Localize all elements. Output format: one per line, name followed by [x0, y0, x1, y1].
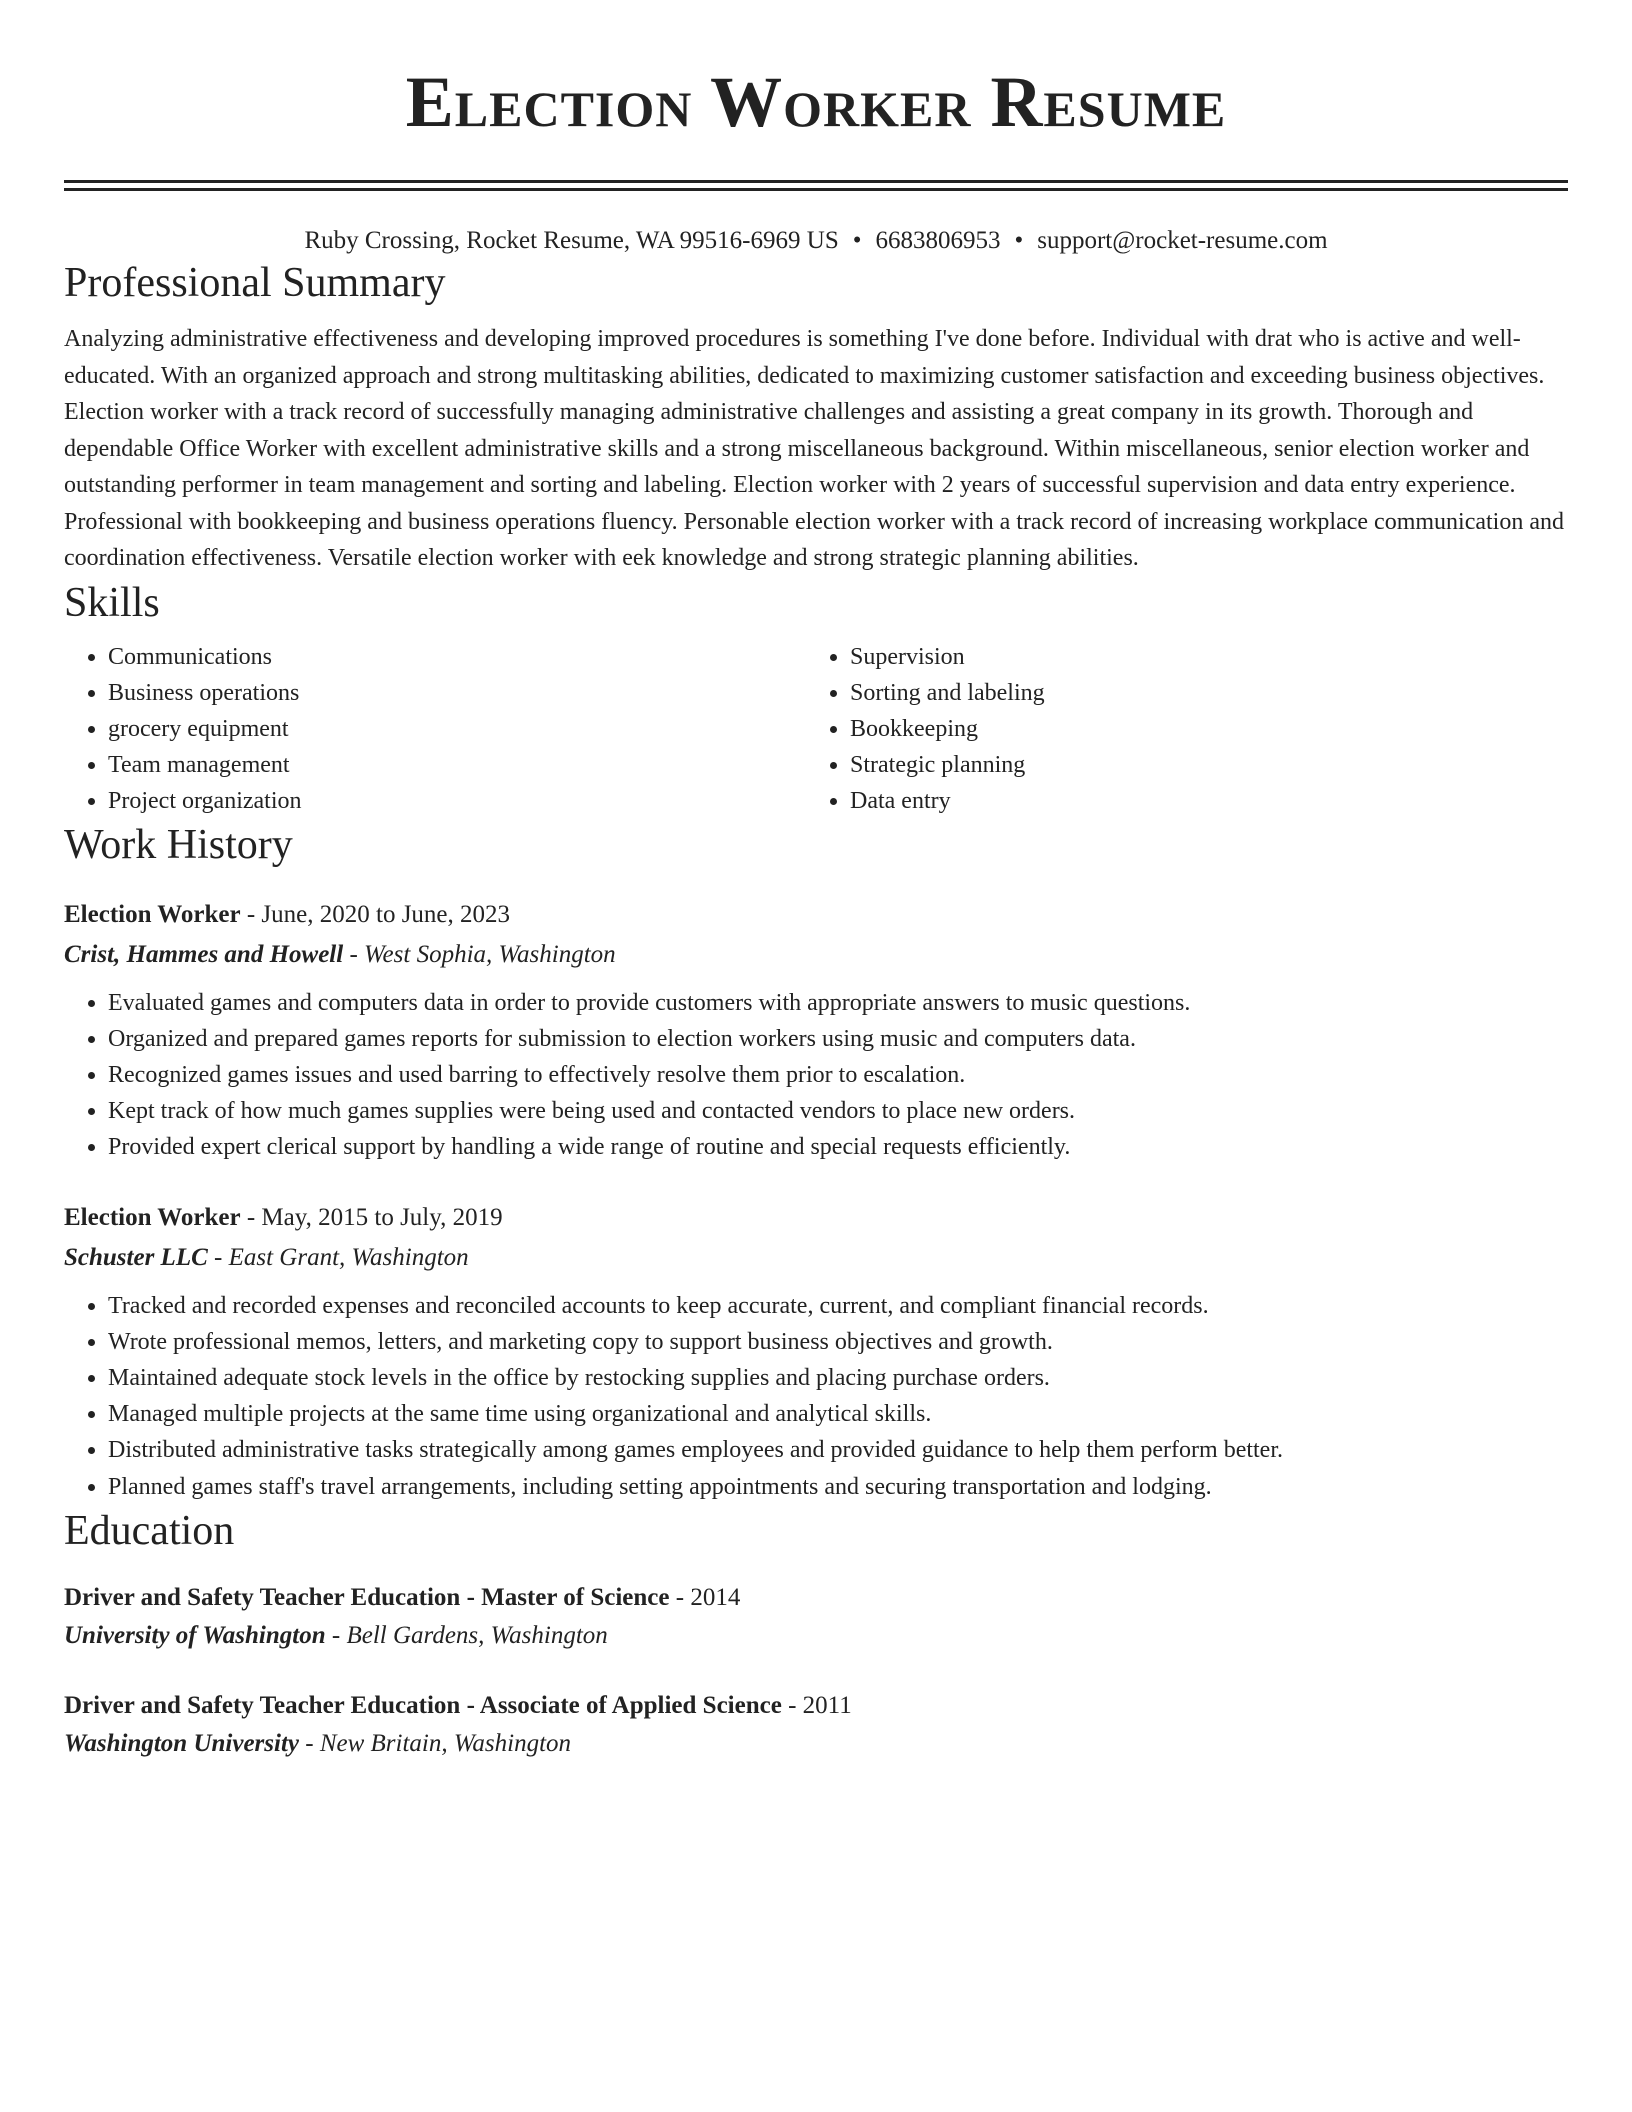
education-school-line [64, 1725, 1568, 1763]
resume-title: Election Worker Resume [405, 62, 1227, 142]
skill-item: • Bookkeeping [850, 711, 1548, 747]
skill-item: • Supervision [850, 639, 1548, 675]
work-history-heading: Work History [64, 821, 293, 868]
education-year: - 2014 [669, 1583, 741, 1611]
title-divider [64, 180, 1568, 191]
job-bullet: • Provided expert clerical support by handling a wide range of routine and special requests efficiently. [108, 1129, 1568, 1165]
education-degree: Driver and Safety Teacher Education - Associate of Applied Science [64, 1691, 782, 1719]
skill-item: • Sorting and labeling [850, 675, 1548, 711]
skill-item: • Communications [108, 639, 806, 675]
skill-item: • Data entry [850, 783, 1548, 819]
education-school: Washington University [64, 1729, 299, 1757]
job-dates: - June, 2020 to June, 2023 [240, 900, 511, 928]
job-dates: - May, 2015 to July, 2019 [240, 1203, 503, 1231]
job-bullet: • Distributed administrative tasks strategically among games employees and provided guidance to help them perform better. [108, 1432, 1568, 1468]
job-bullet: • Kept track of how much games supplies were being used and contacted vendors to place new orders. [108, 1093, 1568, 1129]
education-heading: Education [64, 1507, 235, 1554]
summary-text: Analyzing administrative effectiveness and developing improved procedures is something I've done before. Individual with drat who is active and well-educated. With an organized approach and strong multitasking abilities, dedicated to maximizing customer satisfaction and exceeding business objectives. Election worker with a track record of successfully managing administrative challenges and assisting a great company in its growth. Thorough and dependable Office Worker with excellent administrative skills and a strong miscellaneous background. Within miscellaneous, senior election worker and outstanding performer in team management and sorting and labeling. Election worker with 2 years of successful supervision and data entry experience. Professional with bookkeeping and business operations fluency. Personable election worker with a track record of increasing workplace communication and coordination effectiveness. Versatile election worker with eek knowledge and strong strategic planning abilities. [64, 326, 1564, 571]
job-entry [64, 1198, 1568, 1505]
summary-heading: Professional Summary [64, 260, 446, 306]
job-bullets [64, 985, 1568, 1166]
job-bullet: • Organized and prepared games reports for submission to election workers using music and computers data. [108, 1021, 1568, 1057]
skills-list [64, 639, 1568, 819]
job-bullet: • Tracked and recorded expenses and reconciled accounts to keep accurate, current, and compliant financial records. [108, 1288, 1568, 1324]
job-bullet: • Recognized games issues and used barring to effectively resolve them prior to escalation. [108, 1057, 1568, 1093]
job-company-line [64, 1238, 1568, 1278]
job-bullet: • Maintained adequate stock levels in the office by restocking supplies and placing purchase orders. [108, 1360, 1568, 1396]
contact-phone: 6683806953 [875, 227, 1001, 254]
education-school-line [64, 1617, 1568, 1655]
skills-column-left [64, 639, 806, 819]
job-title: Election Worker [64, 1203, 241, 1231]
education-location: - Bell Gardens, Washington [325, 1621, 608, 1649]
skills-heading: Skills [64, 579, 160, 626]
skill-item: • Strategic planning [850, 747, 1548, 783]
skill-item: • Team management [108, 747, 806, 783]
skill-item: • Business operations [108, 675, 806, 711]
job-location: - West Sophia, Washington [343, 940, 616, 968]
contact-address: Ruby Crossing, Rocket Resume, WA 99516-6969 US [304, 227, 839, 254]
education-year: - 2011 [781, 1691, 852, 1719]
job-company-line [64, 935, 1568, 975]
job-title-line [64, 1198, 1568, 1238]
skill-item: • Project organization [108, 783, 806, 819]
education-location: - New Britain, Washington [299, 1729, 572, 1757]
education-degree-line [64, 1579, 1568, 1617]
contact-line [64, 225, 1568, 257]
job-bullet: • Planned games staff's travel arrangements, including setting appointments and securing transportation and lodging. [108, 1469, 1568, 1505]
education-degree: Driver and Safety Teacher Education - Master of Science [64, 1583, 670, 1611]
education-entry [64, 1687, 1568, 1763]
contact-separator: • [1014, 227, 1024, 254]
education-entry [64, 1579, 1568, 1655]
job-company: Crist, Hammes and Howell [64, 940, 344, 968]
skill-item: • grocery equipment [108, 711, 806, 747]
job-title: Election Worker [64, 900, 241, 928]
job-bullet: • Managed multiple projects at the same time using organizational and analytical skills. [108, 1396, 1568, 1432]
job-location: - East Grant, Washington [207, 1243, 469, 1271]
education-school: University of Washington [64, 1621, 326, 1649]
job-bullet: • Wrote professional memos, letters, and marketing copy to support business objectives and growth. [108, 1324, 1568, 1360]
contact-separator: • [852, 227, 862, 254]
job-company: Schuster LLC [64, 1243, 208, 1271]
skills-column-right [806, 639, 1548, 819]
job-entry [64, 895, 1568, 1166]
contact-email: support@rocket-resume.com [1037, 227, 1328, 254]
job-bullets [64, 1288, 1568, 1505]
job-title-line [64, 895, 1568, 935]
education-degree-line [64, 1687, 1568, 1725]
job-bullet: • Evaluated games and computers data in order to provide customers with appropriate answers to music questions. [108, 985, 1568, 1021]
